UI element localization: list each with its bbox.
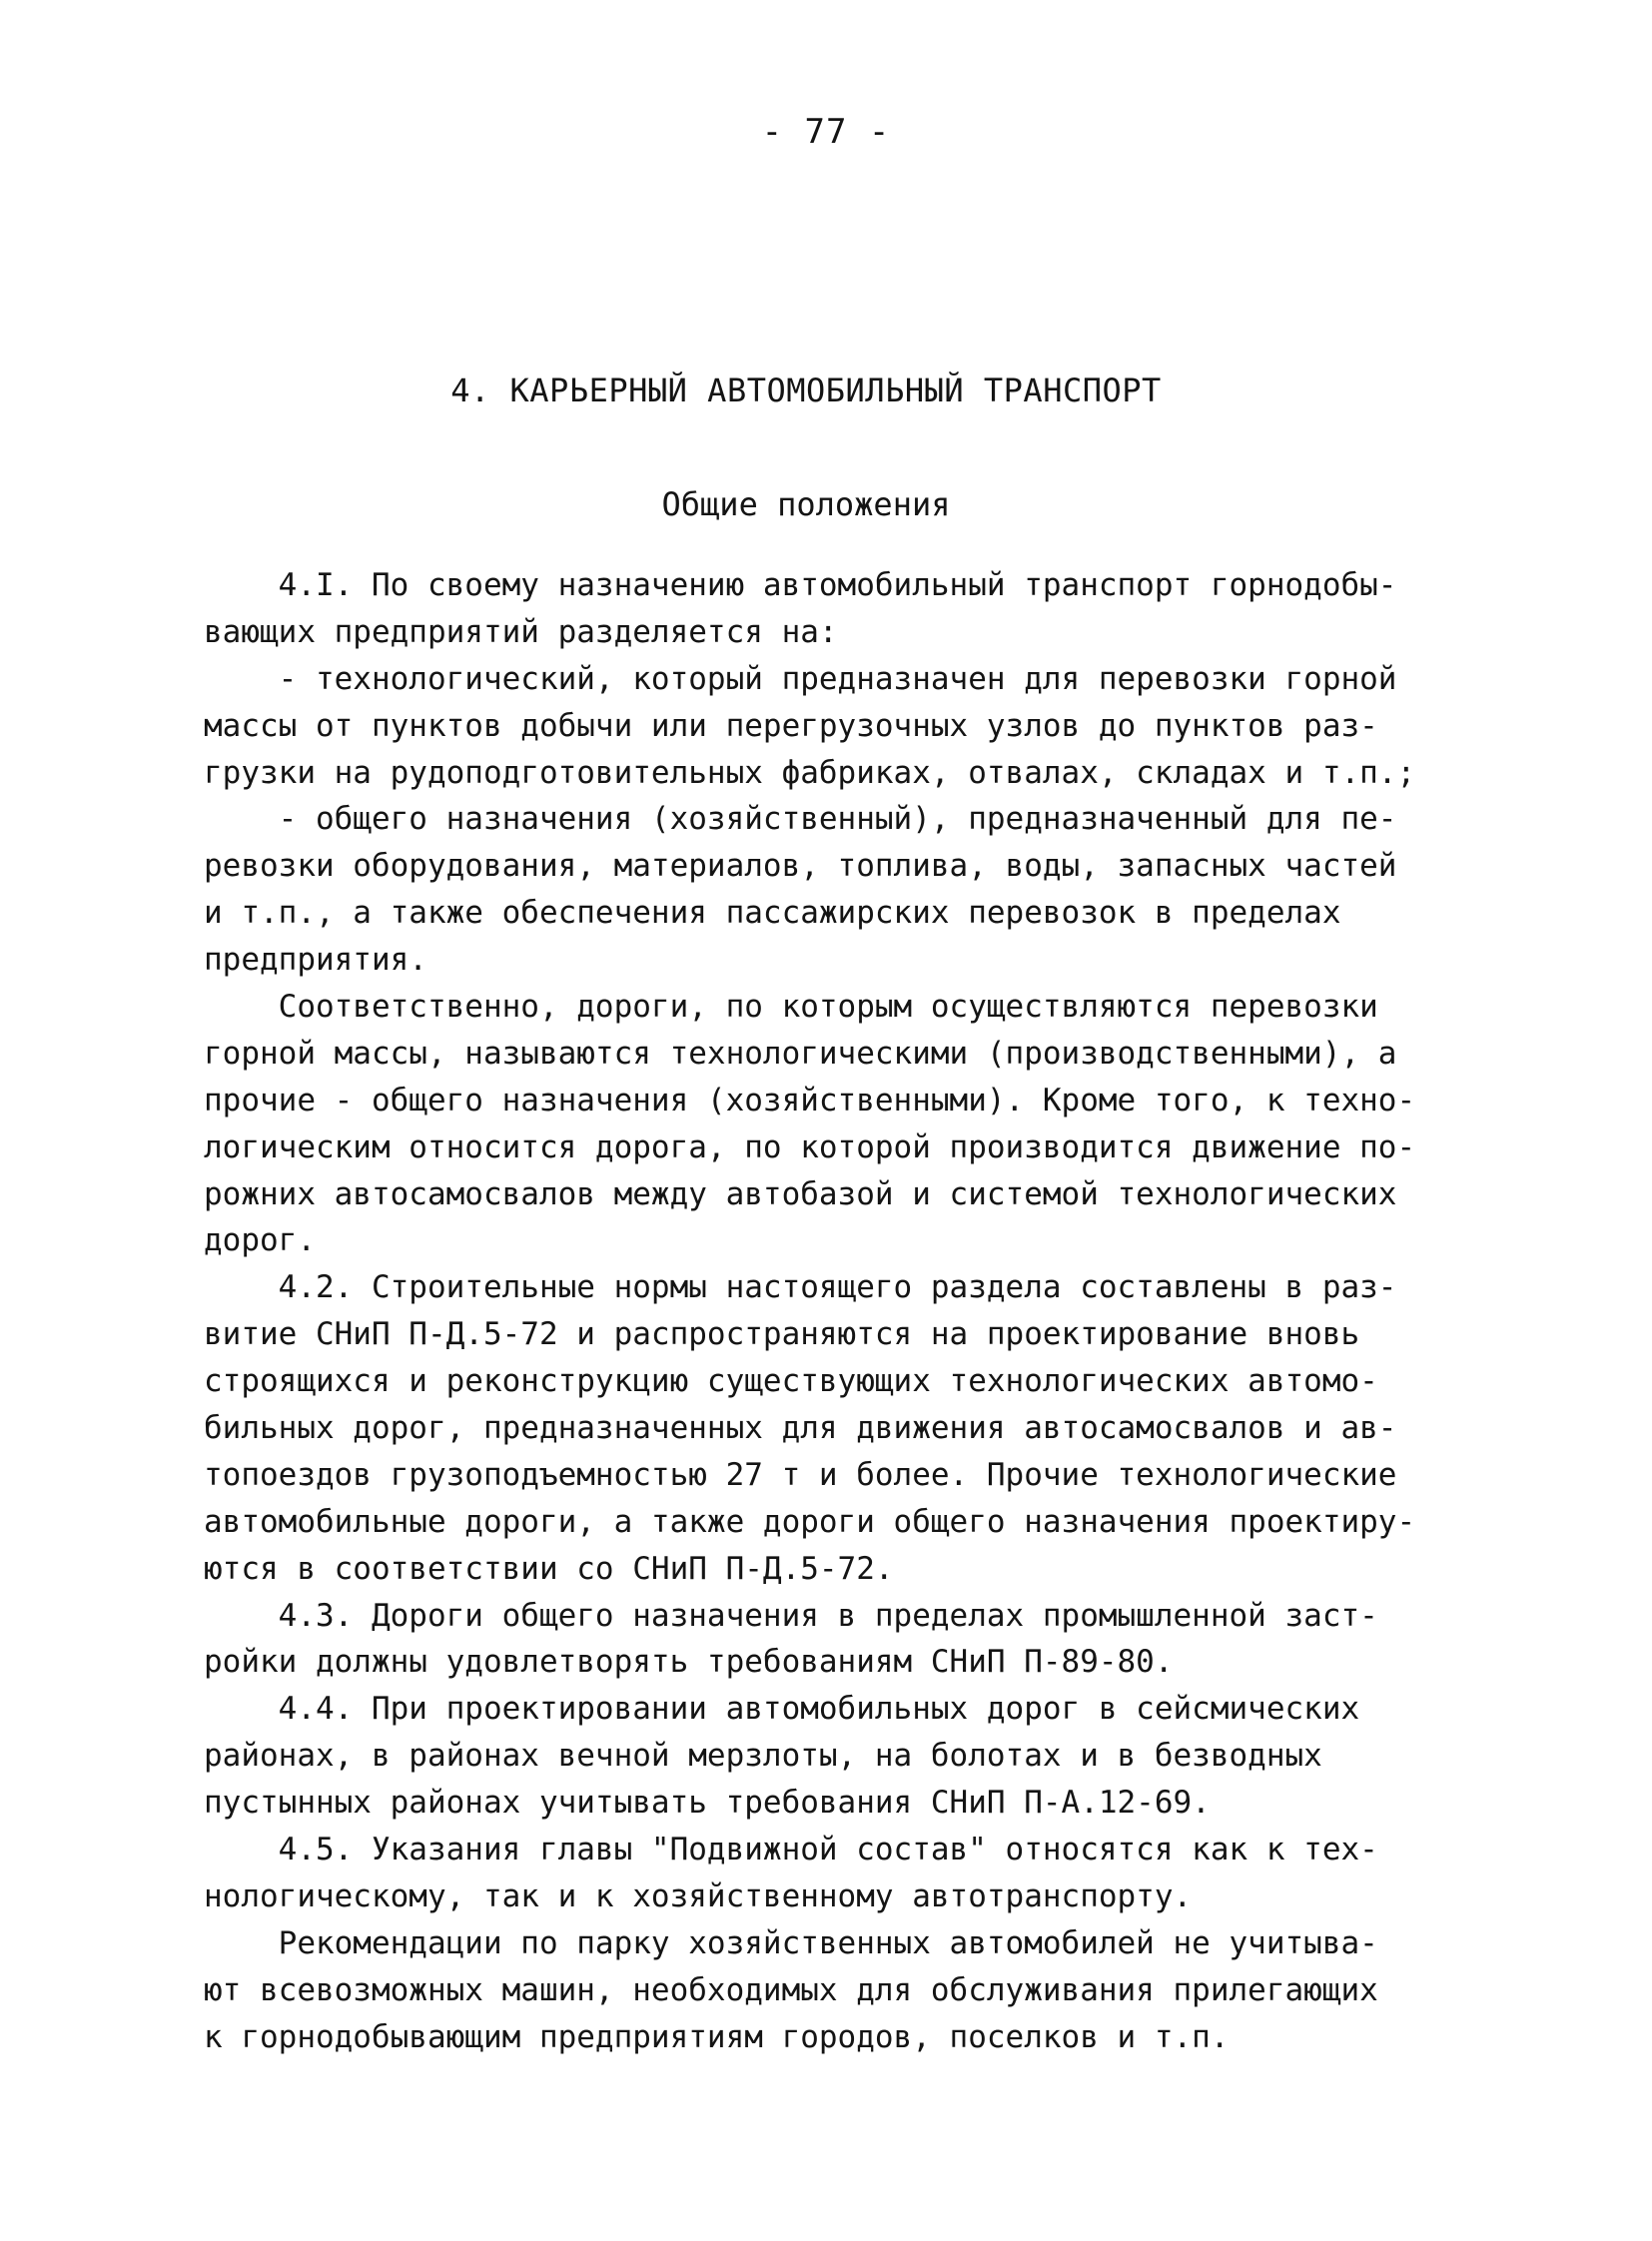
body-text xyxy=(204,562,1442,2061)
text-line: предприятия. xyxy=(204,942,427,979)
text-line: топоездов грузоподъемностью 27 т и более. Прочие технологические xyxy=(204,1456,1397,1493)
text-line: и т.п., а также обеспечения пассажирских перевозок в пределах xyxy=(204,895,1341,932)
text-line: 4.4. При проектировании автомобильных дорог в сейсмических xyxy=(204,1691,1360,1728)
text-line: - общего назначения (хозяйственный), предназначенный для пе- xyxy=(204,801,1397,838)
text-line: 4.I. По своему назначению автомобильный транспорт горнодобы- xyxy=(204,567,1397,603)
text-line: витие СНиП П-Д.5-72 и распространяются на проектирование вновь xyxy=(204,1316,1360,1353)
text-line: дорог. xyxy=(204,1222,316,1259)
text-line: прочие - общего назначения (хозяйственными). Кроме того, к техно- xyxy=(204,1082,1416,1119)
text-line: к горнодобывающим предприятиям городов, поселков и т.п. xyxy=(204,2018,1230,2055)
text-line: - технологический, который предназначен для перевозки горной xyxy=(204,660,1397,697)
text-line: нологическому, так и к хозяйственному автотранспорту. xyxy=(204,1877,1193,1914)
text-line: ются в соответствии со СНиП П-Д.5-72. xyxy=(204,1550,894,1587)
text-line: автомобильные дороги, а также дороги общего назначения проектиру- xyxy=(204,1503,1416,1540)
text-line: логическим относится дорога, по которой производится движение по- xyxy=(204,1128,1416,1165)
text-line: 4.2. Строительные нормы настоящего раздела составлены в раз- xyxy=(204,1269,1397,1306)
text-line: массы от пунктов добычи или перегрузочных узлов до пунктов раз- xyxy=(204,707,1378,744)
text-line: вающих предприятий разделяется на: xyxy=(204,613,838,650)
text-line: бильных дорог, предназначенных для движения автосамосвалов и ав- xyxy=(204,1410,1397,1447)
text-line: Рекомендации по парку хозяйственных автомобилей не учитыва- xyxy=(204,1924,1378,1961)
page-number: - 77 - xyxy=(761,112,891,152)
subsection-title: Общие положения xyxy=(661,485,951,523)
text-line: ревозки оборудования, материалов, топлива, воды, запасных частей xyxy=(204,848,1397,885)
text-line: районах, в районах вечной мерзлоты, на болотах и в безводных xyxy=(204,1738,1322,1775)
text-line: ройки должны удовлетворять требованиям СНиП П-89-80. xyxy=(204,1644,1174,1681)
text-line: горной массы, называются технологическими (производственными), а xyxy=(204,1035,1397,1072)
text-line: грузки на рудоподготовительных фабриках, отвалах, складах и т.п.; xyxy=(204,754,1416,791)
section-title: 4. КАРЬЕРНЫЙ АВТОМОБИЛЬНЫЙ ТРАНСПОРТ xyxy=(450,372,1162,409)
text-line: Соответственно, дороги, по которым осуществляются перевозки xyxy=(204,989,1378,1026)
text-line: пустынных районах учитывать требования СНиП П-А.12-69. xyxy=(204,1785,1211,1822)
text-line: рожних автосамосвалов между автобазой и системой технологических xyxy=(204,1175,1397,1212)
text-line: ют всевозможных машин, необходимых для обслуживания прилегающих xyxy=(204,1971,1378,2008)
text-line: строящихся и реконструкцию существующих технологических автомо- xyxy=(204,1363,1378,1400)
text-line: 4.3. Дороги общего назначения в пределах промышленной заст- xyxy=(204,1597,1378,1634)
text-line: 4.5. Указания главы "Подвижной состав" относятся как к тех- xyxy=(204,1832,1378,1868)
